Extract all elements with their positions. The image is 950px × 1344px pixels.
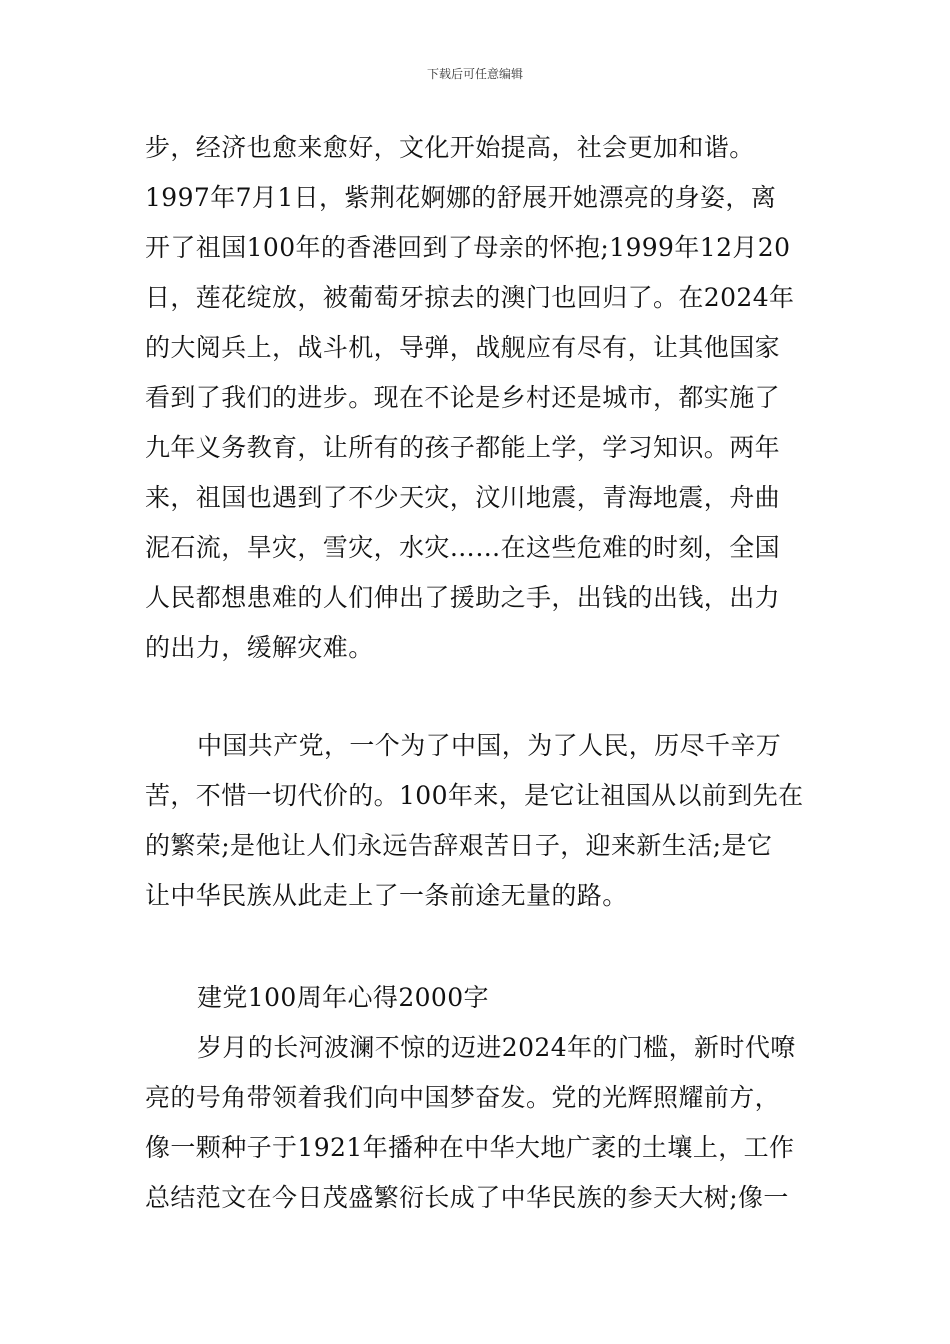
paragraph-1-line: 泥石流，旱灾，雪灾，水灾……在这些危难的时刻，全国 [145, 533, 781, 562]
paragraph-1-line: 日，莲花绽放，被葡萄牙掠去的澳门也回归了。在2024年 [145, 283, 795, 312]
paragraph-3-line: 亮的号角带领着我们向中国梦奋发。党的光辉照耀前方， [145, 1083, 781, 1112]
paragraph-1-line: 来，祖国也遇到了不少天灾，汶川地震，青海地震，舟曲 [145, 483, 781, 512]
paragraph-1-line: 的出力，缓解灾难。 [145, 633, 374, 662]
paragraph-3-line: 像一颗种子于1921年播种在中华大地广袤的土壤上，工作 [145, 1133, 795, 1162]
paragraph-3-line: 总结范文在今日茂盛繁衍长成了中华民族的参天大树;像一 [145, 1183, 789, 1212]
paragraph-3-line: 岁月的长河波澜不惊的迈进2024年的门槛，新时代嘹 [197, 1033, 796, 1062]
page-header: 下载后可任意编辑 [426, 67, 523, 81]
paragraph-2-line: 让中华民族从此走上了一条前途无量的路。 [145, 881, 628, 910]
paragraph-1-line: 九年义务教育，让所有的孩子都能上学，学习知识。两年 [145, 433, 781, 462]
paragraph-1-line: 步，经济也愈来愈好，文化开始提高，社会更加和谐。 [145, 133, 755, 162]
paragraph-1-line: 1997年7月1日，紫荆花婀娜的舒展开她漂亮的身姿，离 [145, 183, 777, 212]
paragraph-1-line: 开了祖国100年的香港回到了母亲的怀抱;1999年12月20 [145, 233, 791, 262]
paragraph-1-line: 人民都想患难的人们伸出了援助之手，出钱的出钱，出力 [145, 583, 781, 612]
paragraph-2-line: 中国共产党，一个为了中国，为了人民，历尽千辛万 [197, 731, 782, 760]
paragraph-1-line: 的大阅兵上，战斗机，导弹，战舰应有尽有，让其他国家 [145, 333, 781, 362]
paragraph-2-line: 的繁荣;是他让人们永远告辞艰苦日子，迎来新生活;是它 [145, 831, 773, 860]
section-heading: 建党100周年心得2000字 [197, 983, 489, 1012]
paragraph-2-line: 苦，不惜一切代价的。100年来，是它让祖国从以前到先在 [145, 781, 804, 810]
paragraph-1-line: 看到了我们的进步。现在不论是乡村还是城市，都实施了 [145, 383, 781, 412]
